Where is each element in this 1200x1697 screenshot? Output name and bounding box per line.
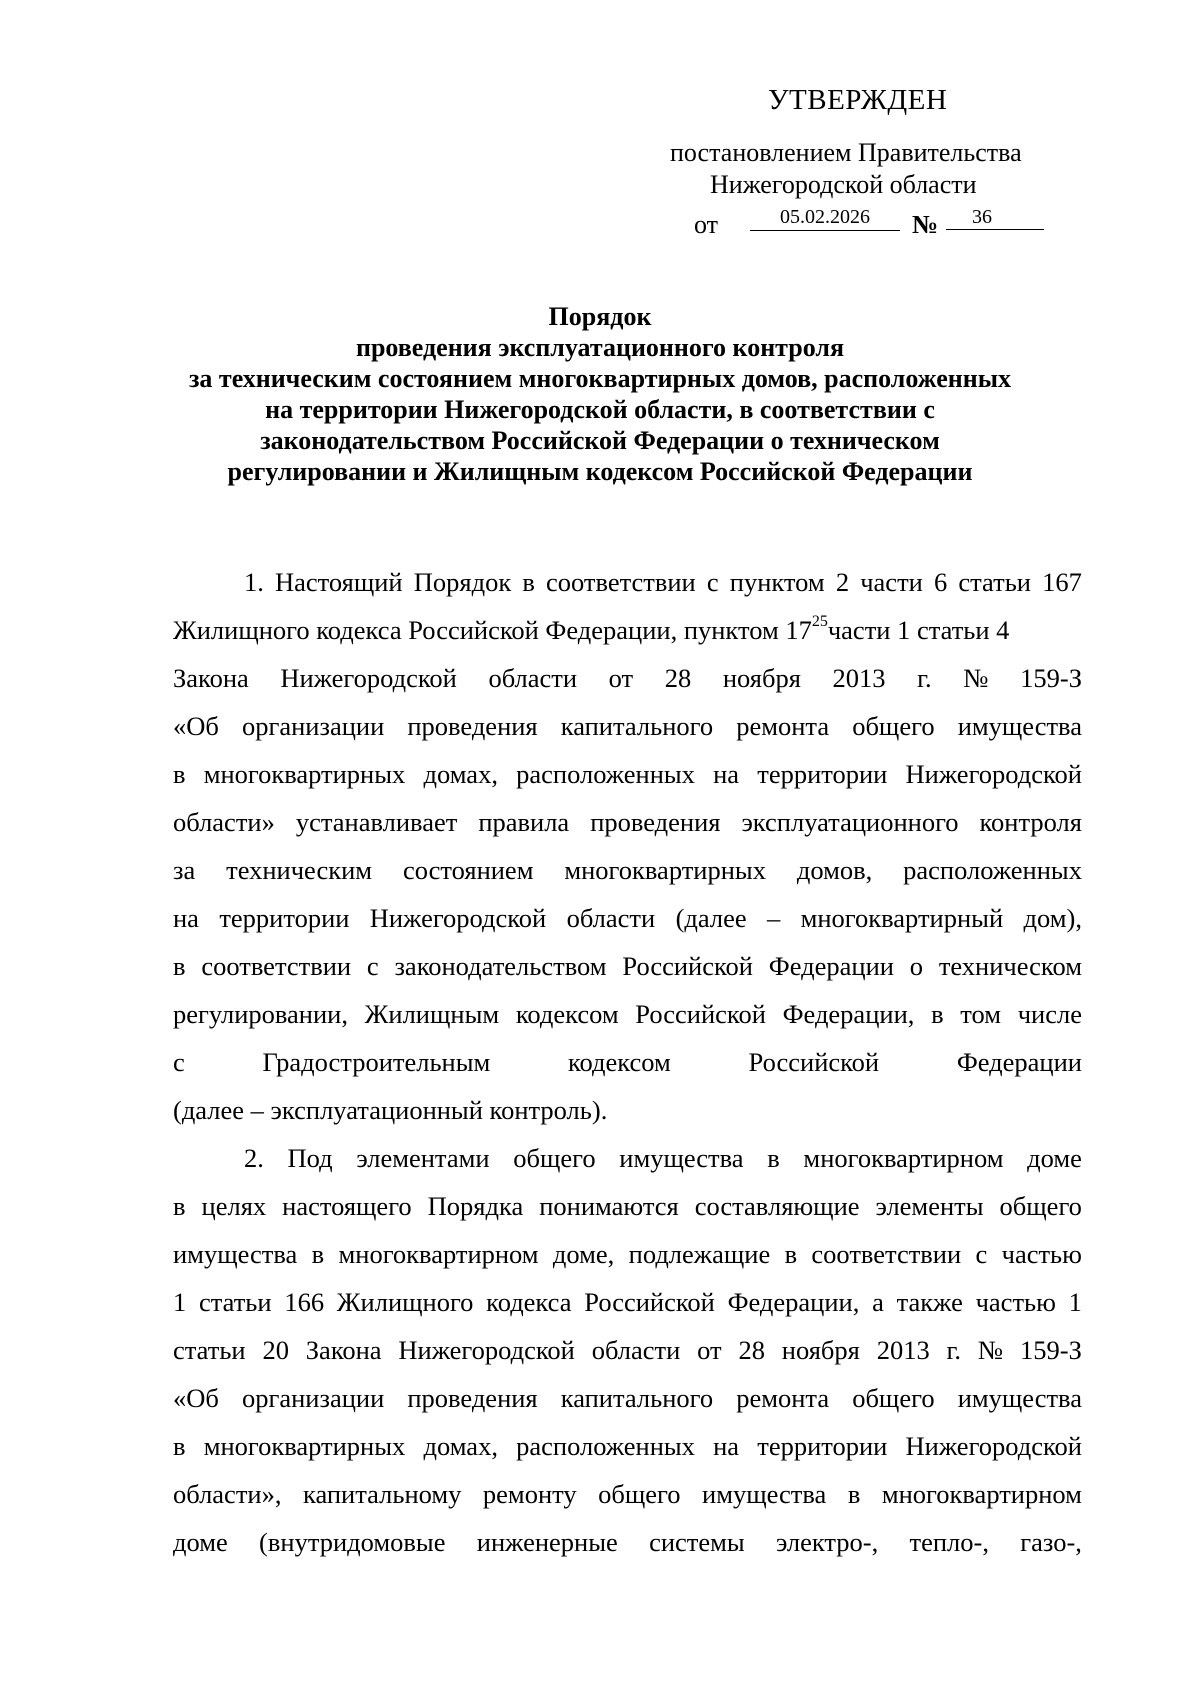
body-word: организации [241,1383,385,1413]
body-word: Российской [748,1047,880,1077]
body-line [173,1230,1082,1278]
body-word: техническом [938,951,1082,981]
body-word: доме, [552,1239,615,1269]
title-line: регулировании и Жилищным кодексом Российской Федерации [227,457,973,486]
body-word: Жилищного [336,1287,474,1317]
body-word: статьи [958,567,1031,597]
body-word: Федерации [956,1047,1082,1077]
body-word: организации [241,711,385,741]
body-word: проведения [407,1383,538,1413]
body-word: понимаются [539,1191,679,1221]
body-word: расположенных [516,1431,695,1461]
approval-title: УТВЕРЖДЕН [768,84,948,116]
body-line [173,990,1082,1038]
body-line [173,1374,1082,1422]
body-word: устанавливает [295,807,458,837]
body-word: Закона [305,1335,382,1365]
body-word: доме [1027,1143,1082,1173]
body-word: имущества [619,1143,744,1173]
text-after-superscript: части 1 статьи 4 [827,615,1010,645]
body-word: статьи [198,1287,272,1317]
body-word: в [173,759,186,789]
approval-date-row [694,202,1054,242]
title-line: за техническим состоянием многоквартирных домов, расположенных [188,364,1011,393]
body-word: настоящего [282,1191,412,1221]
body-word: ноября [781,1335,860,1365]
body-word: области», [173,1479,282,1509]
body-line [173,1470,1082,1518]
body-word: многоквартирном [803,1143,1004,1173]
body-word: имущества [173,1239,298,1269]
body-word: в [522,567,535,597]
body-word: с [173,1047,185,1077]
body-word: области» [173,807,275,837]
body-word: состоянием [402,855,534,885]
body-text-span: (далее – эксплуатационный контроль). [173,1095,608,1125]
body-word: в [311,1239,325,1269]
text-before-superscript: Жилищного кодекса Российской Федерации, пунктом 17 [173,615,812,645]
body-word: том [960,999,1002,1029]
body-word: в [173,951,186,981]
body-word: 2 [835,567,850,597]
body-word: газо-, [1020,1527,1082,1557]
body-word: на [173,903,199,933]
body-word: в [931,999,944,1029]
date-field: 05.02.2026 [750,204,900,231]
body-word: Нижегородской [398,1335,575,1365]
body-word: с [366,951,379,981]
body-word: 159-З [1020,663,1082,693]
body-word: проведения [590,807,721,837]
body-word: в [847,1479,861,1509]
body-word: капитального [560,1383,714,1413]
title-line: на территории Нижегородской области, в соответствии с [265,395,935,424]
body-word: дом), [1023,903,1082,933]
body-word: домах, [423,759,498,789]
body-word: многоквартирных [203,1431,406,1461]
date-prefix: от [694,210,719,239]
body-word: Федерации, [727,1287,860,1317]
body-word: г. [917,663,932,693]
body-word: имущества [957,711,1082,741]
body-word: техническим [226,855,373,885]
body-line [173,1518,1082,1566]
body-word: (внутридомовые [259,1527,446,1557]
body-word: эксплуатационного [741,807,959,837]
body-word: кодексом [515,999,619,1029]
body-line [173,558,1082,606]
body-line [173,1422,1082,1470]
body-word: за [173,855,196,885]
body-word: общего [852,711,935,741]
body-word: статьи [173,1335,246,1365]
body-word: 20 [262,1335,289,1365]
body-word: Градостроительным [262,1047,491,1077]
title-line: Порядок [548,302,652,331]
body-word: соответствии [546,567,696,597]
body-word: домах, [423,1431,498,1461]
body-word: (далее [675,903,747,933]
body-word: 159-З [1020,1335,1082,1365]
body-word: домов, [796,855,873,885]
body-word: территории [757,759,888,789]
body-word: Нижегородской [280,663,457,693]
body-word: Настоящий [275,567,403,597]
body-word: имущества [957,1383,1082,1413]
body-word: капитальному [302,1479,462,1509]
body-line [173,750,1082,798]
body-word: Федерации [768,951,894,981]
body-line [173,846,1082,894]
body-word: числе [1017,999,1082,1029]
body-word: также [896,1287,963,1317]
body-word: электро-, [775,1527,879,1557]
body-word: 1. [244,567,264,597]
body-text-span [173,606,1009,654]
body-word: многоквартирном [338,1239,539,1269]
document-body [173,558,1082,1566]
body-word: общего [999,1191,1082,1221]
body-line [173,1134,1082,1182]
body-word: регулировании, [173,999,348,1029]
body-word: подлежащие [628,1239,771,1269]
body-word: на [713,759,740,789]
body-word: ноября [722,663,801,693]
body-word: Российской [622,951,753,981]
body-word: области [488,663,578,693]
body-word: расположенных [903,855,1082,885]
body-word: от [697,1335,722,1365]
body-word: 28 [664,663,692,693]
body-line [173,1326,1082,1374]
body-word: «Об [173,711,219,741]
body-word: территории [757,1431,888,1461]
body-word: имущества [702,1479,827,1509]
body-word: общего [598,1479,681,1509]
body-word: кодекса [486,1287,572,1317]
body-word: доме [173,1527,228,1557]
body-line [173,702,1082,750]
approval-line-1: постановлением Правительства [670,138,1022,167]
body-word: Нижегородской [369,903,547,933]
body-word: многоквартирном [881,1479,1082,1509]
title-line: законодательством Российской Федерации о техническом [260,426,940,455]
body-word: 2. [244,1143,264,1173]
body-word: на [713,1431,740,1461]
body-line [173,1038,1082,1086]
number-field: 36 [946,204,1044,230]
body-word: элементы [875,1191,984,1221]
body-word: контроля [979,807,1082,837]
body-word: законодательством [394,951,607,981]
body-line [173,1182,1082,1230]
body-word: 1 [173,1287,187,1317]
body-word: частью [1001,1239,1082,1269]
body-word: г. [946,1335,962,1365]
body-line [173,798,1082,846]
body-word: № [963,663,989,693]
body-word: соответствии [811,1239,962,1269]
body-word: 2013 [876,1335,930,1365]
document-title [0,301,1200,487]
body-word: целях [201,1191,267,1221]
body-word: ремонта [736,1383,830,1413]
body-line [173,1086,1082,1134]
body-word: Порядок [413,567,512,597]
body-word: Федерации, [782,999,915,1029]
body-line [173,654,1082,702]
body-word: 166 [284,1287,325,1317]
body-word: части [860,567,923,597]
body-word: 28 [738,1335,765,1365]
number-sign: № [912,210,939,239]
body-word: территории [219,903,350,933]
body-word: 6 [933,567,948,597]
body-line [173,942,1082,990]
body-word: инженерные [476,1527,618,1557]
body-word: Российской [635,999,766,1029]
body-word: капитального [560,711,714,741]
body-line [173,1278,1082,1326]
body-line [173,606,1082,654]
body-word: составляющие [694,1191,860,1221]
body-word: кодексом [568,1047,671,1077]
body-word: 1 [1068,1287,1082,1317]
body-word: частью [975,1287,1056,1317]
superscript: 25 [811,613,828,631]
body-word: ремонту [482,1479,577,1509]
body-word: Закона [173,663,249,693]
body-word: Порядка [427,1191,524,1221]
body-word: Нижегородской [905,1431,1082,1461]
body-word: проведения [407,711,538,741]
body-word: многоквартирных [203,759,406,789]
body-word: многоквартирных [564,855,766,885]
body-word: «Об [173,1383,219,1413]
body-word: в [767,1143,780,1173]
body-word: элементами [356,1143,490,1173]
body-word: тепло-, [909,1527,989,1557]
body-word: с [706,567,719,597]
body-word: многоквартирный [800,903,1004,933]
body-word: ремонта [736,711,830,741]
body-word: пунктом [729,567,825,597]
body-word: области [566,903,656,933]
body-word: – [766,903,781,933]
body-word: общего [513,1143,596,1173]
body-word: 167 [1042,567,1082,597]
body-word: от [608,663,634,693]
body-word: в [173,1431,186,1461]
body-word: № [977,1335,1004,1365]
body-word: 2013 [832,663,886,693]
body-word: области [591,1335,681,1365]
body-line [173,894,1082,942]
body-word: расположенных [516,759,695,789]
body-word: в [784,1239,798,1269]
body-word: а [872,1287,884,1317]
body-word: общего [852,1383,935,1413]
title-line: проведения эксплуатационного контроля [355,333,845,362]
approval-line-2: Нижегородской области [710,170,977,199]
body-word: Жилищным [364,999,500,1029]
body-word: в [173,1191,186,1221]
body-word: Российской [584,1287,715,1317]
body-word: с [975,1239,988,1269]
body-word: о [909,951,923,981]
body-word: правила [478,807,570,837]
body-word: соответствии [201,951,352,981]
body-word: Под [287,1143,333,1173]
body-word: Нижегородской [905,759,1082,789]
body-word: системы [649,1527,745,1557]
